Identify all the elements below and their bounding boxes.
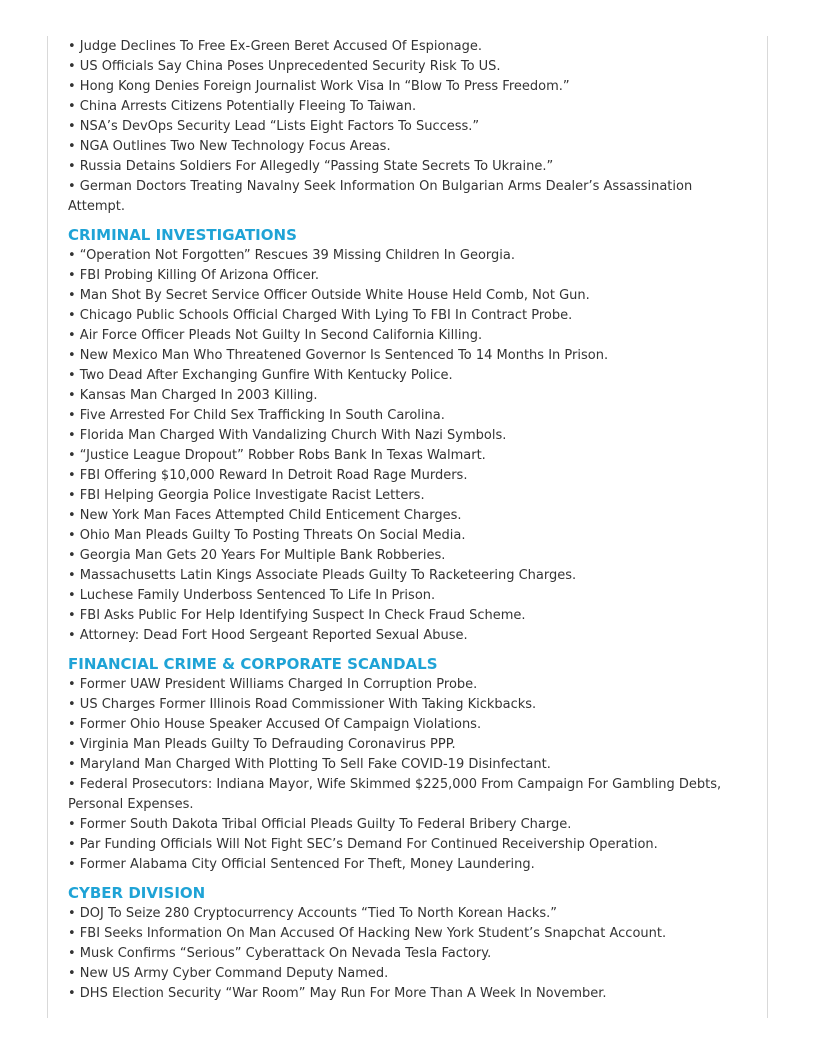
list-item[interactable]: • Federal Prosecutors: Indiana Mayor, Wife Skimmed $225,000 From Campaign For Gambling Debts, Personal Expenses. [68, 777, 722, 812]
list-item[interactable]: • FBI Helping Georgia Police Investigate Racist Letters. [68, 488, 425, 503]
list-item[interactable]: • Par Funding Officials Will Not Fight SEC’s Demand For Continued Receivership Operation. [68, 837, 658, 852]
list-item[interactable]: • Russia Detains Soldiers For Allegedly “Passing State Secrets To Ukraine.” [68, 159, 554, 174]
list-item[interactable]: • DOJ To Seize 280 Cryptocurrency Accounts “Tied To North Korean Hacks.” [68, 906, 558, 921]
list-item[interactable]: • US Officials Say China Poses Unprecedented Security Risk To US. [68, 59, 501, 74]
list-item[interactable]: • Chicago Public Schools Official Charged With Lying To FBI In Contract Probe. [68, 308, 573, 323]
list-item[interactable]: • DHS Election Security “War Room” May Run For More Than A Week In November. [68, 986, 607, 1001]
list-item[interactable]: • US Charges Former Illinois Road Commissioner With Taking Kickbacks. [68, 697, 537, 712]
list-item[interactable]: • FBI Probing Killing Of Arizona Officer. [68, 268, 320, 283]
list-item[interactable]: • “Justice League Dropout” Robber Robs Bank In Texas Walmart. [68, 448, 486, 463]
section-list [68, 246, 740, 646]
list-item[interactable]: • NSA’s DevOps Security Lead “Lists Eight Factors To Success.” [68, 119, 480, 134]
list-item[interactable]: • Massachusetts Latin Kings Associate Pleads Guilty To Racketeering Charges. [68, 568, 577, 583]
list-item[interactable]: • Maryland Man Charged With Plotting To Sell Fake COVID-19 Disinfectant. [68, 757, 551, 772]
list-item[interactable]: • Former South Dakota Tribal Official Pleads Guilty To Federal Bribery Charge. [68, 817, 572, 832]
list-item[interactable]: • “Operation Not Forgotten” Rescues 39 Missing Children In Georgia. [68, 248, 516, 263]
list-item[interactable]: • German Doctors Treating Navalny Seek Information On Bulgarian Arms Dealer’s Assassination Attempt. [68, 179, 693, 214]
list-item[interactable]: • Ohio Man Pleads Guilty To Posting Threats On Social Media. [68, 528, 466, 543]
list-item[interactable]: • Two Dead After Exchanging Gunfire With Kentucky Police. [68, 368, 453, 383]
list-item[interactable]: • Man Shot By Secret Service Officer Outside White House Held Comb, Not Gun. [68, 288, 590, 303]
list-item[interactable]: • Former Alabama City Official Sentenced For Theft, Money Laundering. [68, 857, 535, 872]
section-list [68, 904, 740, 1004]
sections-container [68, 225, 740, 1004]
section-heading: FINANCIAL CRIME & CORPORATE SCANDALS [68, 655, 438, 673]
list-item[interactable]: • Georgia Man Gets 20 Years For Multiple Bank Robberies. [68, 548, 446, 563]
section-criminal-investigations [68, 225, 740, 646]
newsletter-body [68, 37, 740, 1004]
section-heading: CRIMINAL INVESTIGATIONS [68, 226, 297, 244]
list-item[interactable]: • Judge Declines To Free Ex-Green Beret Accused Of Espionage. [68, 39, 483, 54]
section-heading: CYBER DIVISION [68, 884, 206, 902]
list-item[interactable]: • New Mexico Man Who Threatened Governor Is Sentenced To 14 Months In Prison. [68, 348, 609, 363]
list-item[interactable]: • Luchese Family Underboss Sentenced To Life In Prison. [68, 588, 436, 603]
list-item[interactable]: • Florida Man Charged With Vandalizing Church With Nazi Symbols. [68, 428, 507, 443]
list-item[interactable]: • FBI Offering $10,000 Reward In Detroit Road Rage Murders. [68, 468, 468, 483]
intro-list [68, 37, 740, 217]
list-item[interactable]: • Former UAW President Williams Charged In Corruption Probe. [68, 677, 478, 692]
list-item[interactable]: • Kansas Man Charged In 2003 Killing. [68, 388, 318, 403]
list-item[interactable]: • New York Man Faces Attempted Child Enticement Charges. [68, 508, 462, 523]
section-cyber-division [68, 883, 740, 1004]
list-item[interactable]: • Virginia Man Pleads Guilty To Defrauding Coronavirus PPP. [68, 737, 456, 752]
section-list [68, 675, 740, 875]
section-financial-crime-corporate-scandals [68, 654, 740, 875]
list-item[interactable]: • New US Army Cyber Command Deputy Named. [68, 966, 389, 981]
list-item[interactable]: • NGA Outlines Two New Technology Focus Areas. [68, 139, 391, 154]
list-item[interactable]: • FBI Seeks Information On Man Accused Of Hacking New York Student’s Snapchat Account. [68, 926, 667, 941]
list-item[interactable]: • Air Force Officer Pleads Not Guilty In Second California Killing. [68, 328, 483, 343]
list-item[interactable]: • Former Ohio House Speaker Accused Of Campaign Violations. [68, 717, 482, 732]
list-item[interactable]: • Attorney: Dead Fort Hood Sergeant Reported Sexual Abuse. [68, 628, 468, 643]
list-item[interactable]: • China Arrests Citizens Potentially Fleeing To Taiwan. [68, 99, 417, 114]
list-item[interactable]: • FBI Asks Public For Help Identifying Suspect In Check Fraud Scheme. [68, 608, 526, 623]
list-item[interactable]: • Five Arrested For Child Sex Trafficking In South Carolina. [68, 408, 445, 423]
list-item[interactable]: • Musk Confirms “Serious” Cyberattack On Nevada Tesla Factory. [68, 946, 492, 961]
list-item[interactable]: • Hong Kong Denies Foreign Journalist Work Visa In “Blow To Press Freedom.” [68, 79, 570, 94]
